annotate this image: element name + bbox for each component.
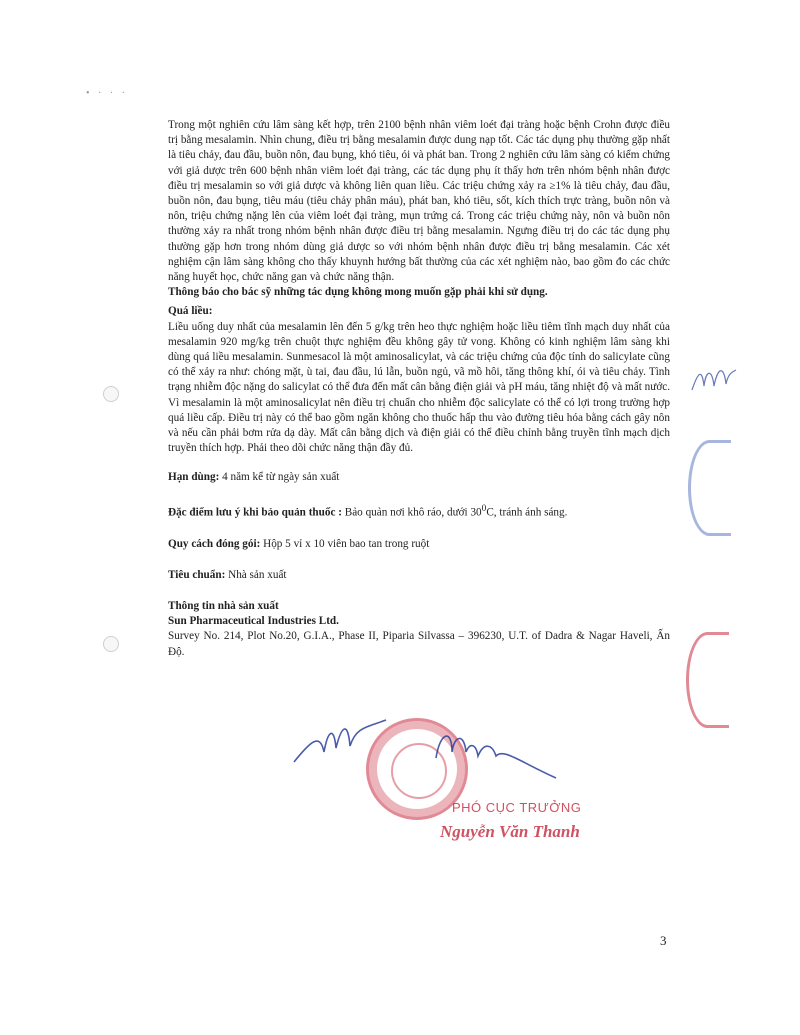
document-body (168, 118, 670, 660)
side-effects-notice: Thông báo cho bác sỹ những tác dụng không mong muốn gặp phải khi sử dụng. (168, 286, 548, 299)
storage-label: Đặc điểm lưu ý khi bảo quản thuốc : (168, 506, 342, 519)
approval-name: Nguyễn Văn Thanh (440, 822, 580, 841)
punch-hole-bottom (103, 636, 119, 652)
overdose-heading: Quá liều: (168, 305, 213, 318)
signature-right (430, 722, 560, 782)
edge-stamp-blue (688, 440, 731, 536)
standard-value: Nhà sản xuất (225, 568, 287, 581)
overdose-paragraph: Liều uống duy nhất của mesalamin lên đến 5 g/kg trên heo thực nghiệm hoặc liều tiêm tĩnh mạch duy nhất của mesalamin 920 mg/kg trên chuột thực nghiệm đều không gây tử vong. Không có kinh nghiệm lâm sàng khi dùng quá liều mesalamin. Sunmesacol là một aminosalicylat, và các triệu chứng của độc tính do salicylate cũng có thể xảy ra như: chóng mặt, ù tai, đau đầu, lú lẫn, buồn ngủ, vã mồ hôi, tăng thông khí, ói và tiêu chảy. Tình trạng nhiễm độc nặng do salicylat có thể đưa đến mất cân bằng điện giải và pH máu, tăng nhiệt độ và mất nước. Vì mesalamin là một aminosalicylat nên điều trị chuẩn cho nhiễm độc salicylate có thể có lợi trong trường hợp quá liều cấp. Điều trị này có thể bao gồm ngăn không cho thuốc hấp thu vào đường tiêu hóa bằng cách gây nôn và nếu cần phải bơm rửa dạ dày. Mất cân bằng dịch và điện giải có thể điều chỉnh bằng truyền tĩnh mạch dịch truyền thích hợp. Phải theo dõi chức năng thận đầy đủ. (168, 320, 670, 455)
packaging-line (168, 537, 670, 552)
storage-value-end: C, tránh ánh sáng. (486, 506, 568, 519)
storage-value: Bảo quản nơi khô ráo, dưới 30 (341, 506, 482, 519)
standard-label: Tiêu chuẩn: (168, 568, 226, 581)
margin-initials (688, 360, 738, 400)
manufacturer-address: Survey No. 214, Plot No.20, G.I.A., Phase II, Piparia Silvassa – 396230, U.T. of Dadra & Nagar Haveli, Ấn Độ. (168, 630, 670, 658)
standard-line (168, 568, 670, 583)
shelf-life-line (168, 470, 670, 485)
shelf-life-label: Hạn dùng: (168, 471, 220, 484)
manufacturer-heading: Thông tin nhà sản xuất (168, 600, 279, 613)
packaging-value: Hộp 5 vỉ x 10 viên bao tan trong ruột (260, 537, 430, 550)
shelf-life-value: 4 năm kể từ ngày sản xuất (219, 471, 340, 484)
signature-left (290, 712, 390, 772)
punch-hole-top (103, 386, 119, 402)
manufacturer-name: Sun Pharmaceutical Industries Ltd. (168, 615, 339, 628)
page-number: 3 (660, 933, 667, 948)
packaging-label: Quy cách đóng gói: (168, 537, 261, 550)
storage-line (168, 502, 670, 521)
edge-stamp-red (686, 632, 729, 728)
approval-title: PHÓ CỤC TRƯỞNG (452, 800, 582, 815)
side-effects-paragraph: Trong một nghiên cứu lâm sàng kết hợp, trên 2100 bệnh nhân viêm loét đại tràng hoặc bệnh Crohn được điều trị bằng mesalamin. Nhìn chung, điều trị bằng mesalamin được dung nạp tốt. Các tác dụng phụ thường gặp nhất là tiêu chảy, đau đầu, buồn nôn, đau bụng, khó tiêu, ói và phát ban. Trong 2 nghiên cứu lâm sàng có kiểm chứng với giả dược trên 600 bệnh nhân viêm loét đại tràng, các tác dụng phụ ít thấy hơn trên nhóm bệnh nhân được điều trị mesalamin so với giả dược và không liên quan liều. Các triệu chứng xảy ra ≥1% là tiêu chảy, đau đầu, buồn nôn, đau bụng, tiêu máu (tiêu chảy phân máu), phát ban, khó tiêu, sốt, kích thích trực tràng, buồn nôn và nôn, triệu chứng nặng lên của viêm loét đại tràng, mụn trứng cá. Trong các triệu chứng này, nôn và buồn nôn thường xảy ra nhất trong nhóm bệnh nhân được điều trị bằng mesalamin. Ngưng điều trị do các tác dụng phụ thường gặp hơn trong nhóm dùng giả dược so với nhóm bệnh nhân được điều trị bằng mesalamin. Các xét nghiệm cận lâm sàng không cho thấy khuynh hướng bất thường của các xét nghiệm nào, bao gồm đo các chức năng huyết học, chức năng gan và chức năng thận. (168, 119, 671, 284)
storage-degree: 0 (481, 503, 487, 514)
scan-artifact: • · · · (86, 88, 128, 99)
